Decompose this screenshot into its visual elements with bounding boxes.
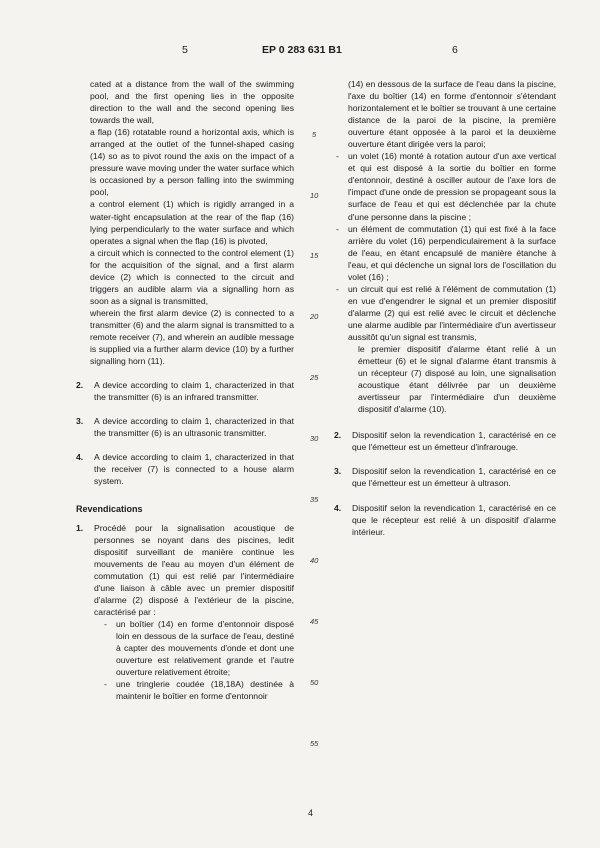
claim-number: 3. [334, 466, 342, 477]
section-title-revendications: Revendications [76, 504, 143, 515]
claim-3-french [334, 465, 556, 489]
claim-1-english-continuation: cated at a distance from the wall of the swimming pool, and the first opening lies in the opposite direction to the wall and the second opening lies towards the wall, [90, 79, 294, 126]
line-number: 55 [310, 739, 319, 748]
line-number: 45 [310, 617, 319, 626]
item-text: une tringlerie coudée (18,18A) destinée à maintenir le boîtier en forme d'entonnoir [116, 679, 294, 702]
claim-text: Dispositif selon la revendication 1, caractérisé en ce que l'émetteur est un émetteur à ultrason. [352, 466, 556, 489]
claim-1-english-wherein: wherein the first alarm device (2) is connected to a transmitter (6) and the alarm signal is transmitted to a remote receiver (7), and wherein an audible message is supplied via a further alarm device (10) by a further signalling horn (11). [90, 307, 294, 367]
claim-1-french-closing: le premier dispositif d'alarme étant relié à un émetteur (6) et le signal d'alarme étant transmis à un récepteur (7) disposé au loin, une signalisation acoustique étant délivrée par un deuxième avertisseur par l'intermédiaire d'un deuxième dispositif d'alarme (10). [358, 344, 556, 415]
claim-1-french-continuation: (14) en dessous de la surface de l'eau dans la piscine, l'axe du boîtier (14) en forme d'entonnoir s'étendant horizontalement et le boîtier se trouvant à une certaine distance de la paroi de la piscine, la première ouverture étant opposée à la paroi et la deuxième ouverture étant dirigée vers la paroi; [348, 79, 556, 150]
claim-text: A device according to claim 1, characterized in that the transmitter (6) is an infrared transmitter. [94, 380, 294, 403]
patent-number: EP 0 283 631 B1 [262, 44, 342, 56]
left-column-number: 5 [182, 44, 188, 56]
claim-1-french-item: - un élément de commutation (1) qui est fixé à la face arrière du volet (16) perpendiculairement à la surface de l'eau, en étant encapsulé de manière étanche à l'eau, et qui déclenche un signal lors de l'oscillation du volet (16) ; [336, 223, 556, 282]
claim-1-french-item: - un circuit qui est relié à l'élément de commutation (1) en vue d'engendrer le signal et un premier dispositif d'alarme (2) qui est relié avec le circuit et déclenche une alarme audible par l'intermédiaire d'un avertisseur aussitôt qu'un signal est transmis, [336, 283, 556, 342]
claim-text: Dispositif selon la revendication 1, caractérisé en ce que l'émetteur est un émetteur d'infrarouge. [352, 430, 556, 453]
line-number: 10 [310, 191, 319, 200]
line-number: 35 [310, 495, 319, 504]
claim-number: 3. [76, 416, 84, 427]
claim-text: Dispositif selon la revendication 1, caractérisé en ce que le récepteur est relié à un dispositif d'alarme intérieur. [352, 502, 556, 537]
claim-1-french [76, 522, 294, 618]
claim-text: A device according to claim 1, characterized in that the transmitter (6) is an ultrasonic transmitter. [94, 416, 294, 439]
item-text: un circuit qui est relié à l'élément de commutation (1) en vue d'engendrer le signal et un premier dispositif d'alarme (2) qui est relié avec le circuit et déclenche une alarme audible par l'intermédiaire d'un avertisseur aussitôt qu'un signal est transmis, [348, 283, 556, 342]
item-text: un volet (16) monté à rotation autour d'un axe vertical et qui est disposé à la sortie du boîtier en forme d'entonnoir, destiné à osciller autour de l'axe lors de l'impact d'une onde de pression se propageant sous la surface de l'eau et qui est déclenchée par la chute d'une personne dans la piscine ; [348, 151, 556, 222]
line-number: 5 [312, 130, 317, 139]
claim-1-english-circuit: a circuit which is connected to the control element (1) for the acquisition of the signal, and a first alarm device (2) which is connected to the circuit and triggers an audible alarm via a signalling horn as soon as a signal is transmitted, [90, 247, 294, 306]
right-column [334, 78, 556, 538]
claim-text: A device according to claim 1, characterized in that the receiver (7) is connected to a house alarm system. [94, 452, 294, 487]
claim-2-english [76, 379, 294, 403]
claim-number: 2. [334, 430, 342, 441]
left-column [76, 78, 294, 702]
claim-1-french-item: - un volet (16) monté à rotation autour d'un axe vertical et qui est disposé à la sortie du boîtier en forme d'entonnoir, destiné à osciller autour de l'axe lors de l'impact d'une onde de pression se propageant sous la surface de l'eau et qui est déclenchée par la chute d'une personne dans la piscine ; [336, 151, 556, 222]
line-number: 30 [310, 434, 319, 443]
line-number: 50 [310, 678, 319, 687]
claim-4-english [76, 451, 294, 487]
right-column-number: 6 [452, 44, 458, 56]
claim-1-french-item: - un boîtier (14) en forme d'entonnoir disposé loin en dessous de la surface de l'eau, destiné à capter des mouvements d'onde et dont une ouverture est relativement grande et l'autre ouverture relativement étroite; [104, 618, 294, 678]
item-text: un boîtier (14) en forme d'entonnoir disposé loin en dessous de la surface de l'eau, destiné à capter des mouvements d'onde et dont une ouverture est relativement grande et l'autre ouverture relativement étroite; [116, 618, 294, 678]
claim-1-english-flap: a flap (16) rotatable round a horizontal axis, which is arranged at the outlet of the funnel-shaped casing (14) so as to pivot round the axis on the impact of a pressure wave moving under the water surface which is occasioned by a person falling into the swimming pool, [90, 127, 294, 198]
item-text: un élément de commutation (1) qui est fixé à la face arrière du volet (16) perpendiculairement à la surface de l'eau, en étant encapsulé de manière étanche à l'eau, et qui déclenche un signal lors de l'oscillation du volet (16) ; [348, 223, 556, 282]
claim-3-english [76, 415, 294, 439]
line-number: 25 [310, 373, 319, 382]
page-number: 4 [308, 808, 314, 818]
claim-number: 2. [76, 380, 84, 391]
claim-number: 1. [76, 522, 84, 533]
line-number: 40 [310, 556, 319, 565]
claim-1-english-control-element: a control element (1) which is rigidly arranged in a water-tight encapsulation at the rear of the flap (16) lying perpendicularly to the water surface and which operates a signal when the flap (16) is pivoted, [90, 199, 294, 246]
line-number: 15 [310, 251, 319, 260]
claim-2-french [334, 429, 556, 453]
claim-text: Procédé pour la signalisation acoustique de personnes se noyant dans des piscines, ledit dispositif surveillant de manière continue les mouvements de l'eau au moyen d'un élément de commutation (1) qui est relié par l'intermédiaire d'une liaison à câble avec un premier dispositif d'alarme (2) disposé à l'extérieur de la piscine, caractérisé par : [94, 522, 294, 617]
claim-1-french-item: - une tringlerie coudée (18,18A) destinée à maintenir le boîtier en forme d'entonnoir [104, 679, 294, 702]
claim-number: 4. [334, 502, 342, 513]
claim-number: 4. [76, 452, 84, 463]
claim-4-french [334, 502, 556, 538]
line-number: 20 [310, 312, 319, 321]
